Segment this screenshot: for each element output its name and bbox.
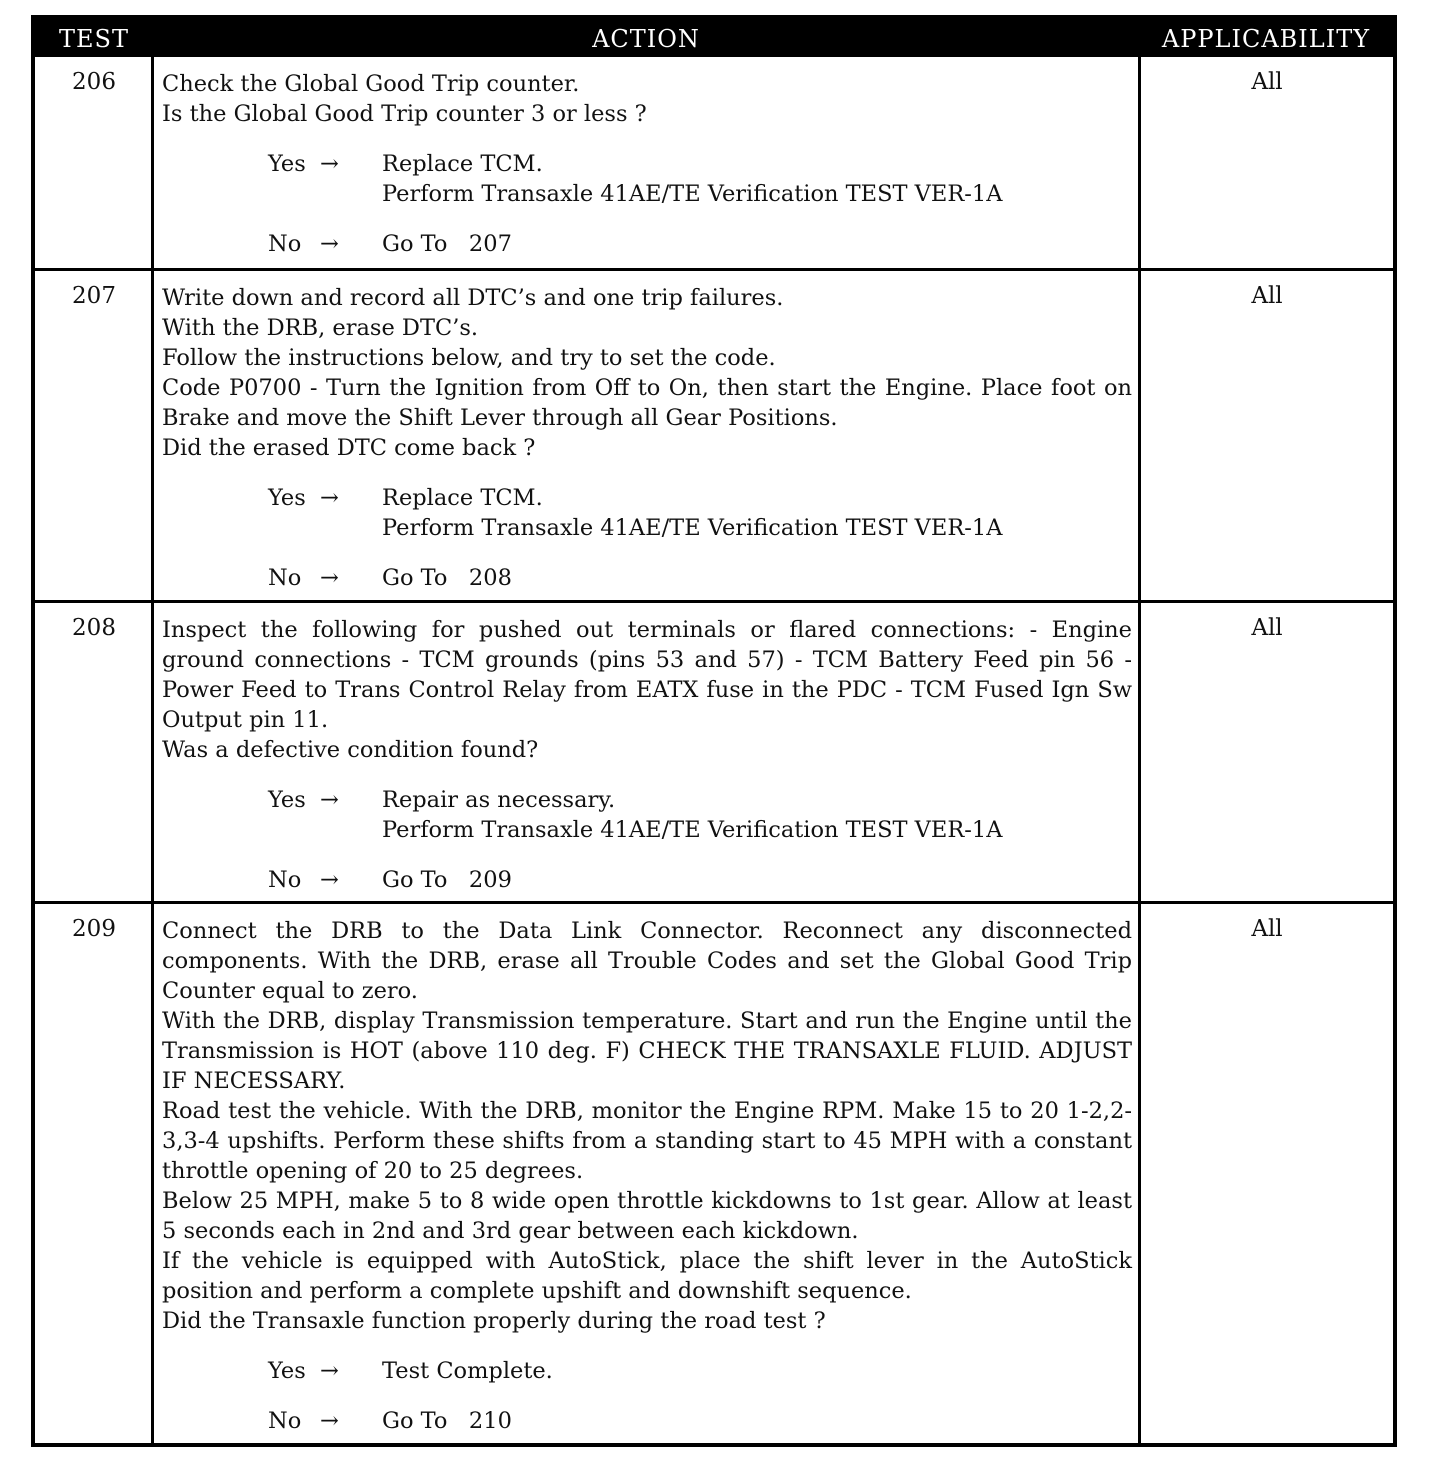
action-line: Connect the DRB to the Data Link Connector. Reconnect any disconnected components. With the DRB, erase all Trouble Codes and set the Global Good Trip Counter equal to zero. [162, 918, 1132, 1004]
no-result: Go To 209 [382, 867, 512, 893]
arrow-icon: → [320, 151, 339, 177]
arrow-icon: → [320, 565, 339, 591]
test-number: 207 [72, 283, 116, 309]
yes-result: Test Complete. [382, 1358, 553, 1384]
action-cell [162, 69, 1132, 259]
table-header [35, 19, 1393, 57]
arrow-icon: → [320, 231, 339, 257]
yes-result: Perform Transaxle 41AE/TE Verification TEST VER-1A [382, 515, 1003, 541]
yes-outcome [268, 483, 1132, 543]
table-row-209 [35, 904, 1393, 1444]
yes-label: Yes [268, 151, 306, 177]
yes-result: Replace TCM. [382, 485, 543, 511]
yes-result: Replace TCM. [382, 151, 543, 177]
action-cell [162, 916, 1132, 1436]
action-line: Write down and record all DTC’s and one trip failures. [162, 285, 784, 311]
no-outcome [268, 229, 1132, 259]
no-result: Go To 208 [382, 565, 512, 591]
yes-label: Yes [268, 485, 306, 511]
yes-result: Perform Transaxle 41AE/TE Verification TEST VER-1A [382, 181, 1003, 207]
table-row-206 [35, 57, 1393, 269]
arrow-icon: → [320, 1358, 339, 1384]
yes-outcome [268, 785, 1132, 845]
arrow-icon: → [320, 485, 339, 511]
no-label: No [268, 867, 302, 893]
action-line: Did the Transaxle function properly during the road test ? [162, 1308, 826, 1334]
header-action: ACTION [592, 25, 700, 53]
no-label: No [268, 231, 302, 257]
action-line: Was a defective condition found? [162, 737, 539, 763]
yes-outcome [268, 149, 1132, 209]
no-label: No [268, 1408, 302, 1434]
no-label: No [268, 565, 302, 591]
table-row-208 [35, 603, 1393, 901]
no-outcome [268, 563, 1132, 593]
yes-result: Repair as necessary. [382, 787, 616, 813]
table-row-207 [35, 271, 1393, 601]
yes-label: Yes [268, 1358, 306, 1384]
no-outcome [268, 865, 1132, 895]
applicability-cell: All [1251, 69, 1283, 95]
action-line: With the DRB, erase DTC’s. [162, 315, 479, 341]
action-cell [162, 615, 1132, 895]
test-number: 206 [72, 69, 116, 95]
action-line: Is the Global Good Trip counter 3 or less ? [162, 101, 647, 127]
applicability-cell: All [1251, 916, 1283, 942]
no-result: Go To 210 [382, 1408, 512, 1434]
header-test: TEST [59, 25, 129, 53]
action-line: Road test the vehicle. With the DRB, monitor the Engine RPM. Make 15 to 20 1-2,2-3,3-4 upshifts. Perform these shifts from a standing start to 45 MPH with a constant throttle opening of 20 to 25 degrees. [162, 1098, 1132, 1184]
action-cell [162, 283, 1132, 593]
action-line: Follow the instructions below, and try to set the code. [162, 345, 776, 371]
action-line: Code P0700 - Turn the Ignition from Off to On, then start the Engine. Place foot on Brake and move the Shift Lever through all Gear Positions. [162, 375, 1132, 431]
test-number: 208 [72, 615, 116, 641]
action-line: With the DRB, display Transmission temperature. Start and run the Engine until the Transmission is HOT (above 110 deg. F) CHECK THE TRANSAXLE FLUID. ADJUST IF NECESSARY. [162, 1008, 1132, 1094]
action-line: Did the erased DTC come back ? [162, 435, 536, 461]
arrow-icon: → [320, 787, 339, 813]
arrow-icon: → [320, 1408, 339, 1434]
action-line: Check the Global Good Trip counter. [162, 71, 580, 97]
yes-label: Yes [268, 787, 306, 813]
applicability-cell: All [1251, 615, 1283, 641]
applicability-cell: All [1251, 283, 1283, 309]
test-number: 209 [72, 916, 116, 942]
no-outcome [268, 1406, 1132, 1436]
diagnostic-test-table [31, 15, 1397, 1447]
action-line: Below 25 MPH, make 5 to 8 wide open throttle kickdowns to 1st gear. Allow at least 5 seconds each in 2nd and 3rd gear between each kickdown. [162, 1188, 1132, 1244]
yes-outcome [268, 1356, 1132, 1386]
yes-result: Perform Transaxle 41AE/TE Verification TEST VER-1A [382, 817, 1003, 843]
action-line: If the vehicle is equipped with AutoStick, place the shift lever in the AutoStick position and perform a complete upshift and downshift sequence. [162, 1248, 1132, 1304]
arrow-icon: → [320, 867, 339, 893]
no-result: Go To 207 [382, 231, 512, 257]
header-applicability: APPLICABILITY [1161, 25, 1371, 53]
action-line: Inspect the following for pushed out terminals or flared connections: - Engine ground connections - TCM grounds (pins 53 and 57) - TCM Battery Feed pin 56 - Power Feed to Trans Control Relay from EATX fuse in the PDC - TCM Fused Ign Sw Output pin 11. [162, 617, 1132, 733]
